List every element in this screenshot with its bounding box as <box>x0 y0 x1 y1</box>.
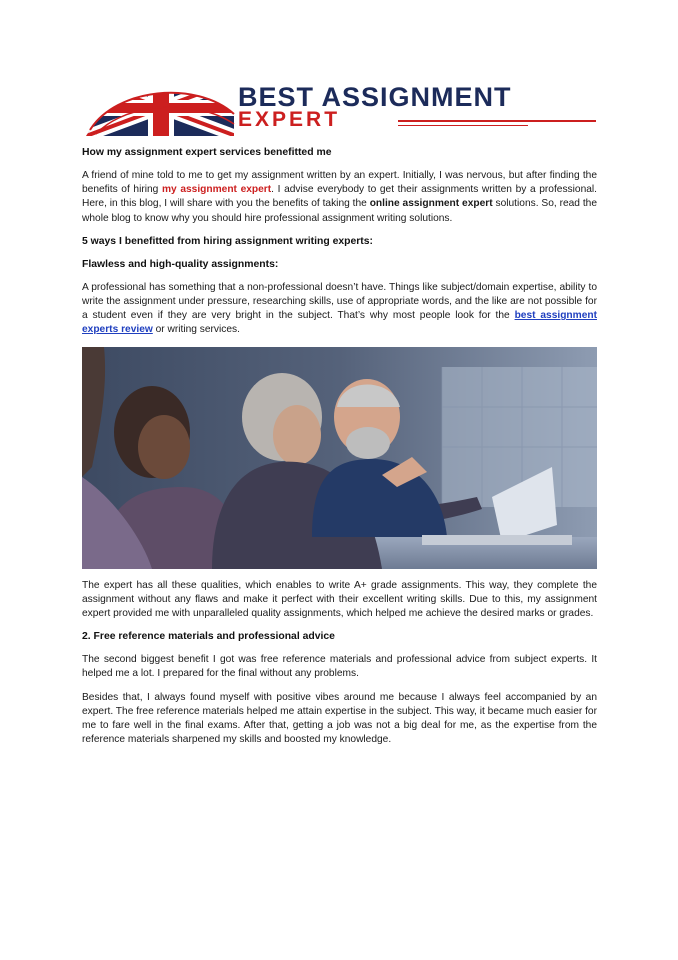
union-jack-logo-icon <box>86 80 236 136</box>
keyword-online-assignment-expert: online assignment expert <box>369 198 493 210</box>
article-body <box>82 146 597 756</box>
intro-paragraph <box>82 169 597 226</box>
best-assignment-experts-review-link[interactable]: best assignment experts review <box>82 310 597 336</box>
section1-paragraph-1 <box>82 281 597 338</box>
section1-paragraph-2: The expert has all these qualities, which enables to write A+ grade assignments. This way, they complete the assignment without any flaws and make it perfect with their excellent writing skills. Due to this, my assignment expert provided me with unparalleled quality assignments, which helped me achieve the desired marks or grades. <box>82 579 597 620</box>
section2-paragraph-2: Besides that, I always found myself with positive vibes around me because I always feel accompanied by an expert. The free reference materials helped me attain expertise in the subject. This way, it became much easier for me to fare well in the final exams. After that, getting a job was not a big deal for me, as the expertise from the reference materials sharpened my skills and boosted my knowledge. <box>82 691 597 746</box>
photo-of-students-with-tutor <box>82 347 597 569</box>
article-title: How my assignment expert services benefitted me <box>82 147 332 158</box>
logo-title: BEST ASSIGNMENT <box>238 82 512 112</box>
logo-divider <box>398 120 596 122</box>
keyword-my-assignment-expert: my assignment expert <box>161 184 272 196</box>
logo-divider-thin <box>398 125 528 126</box>
intro-text-1: A friend of mine told to me to get my assignment written by an expert. Initially, I was nervous, but after finding the benefits of hiring <box>82 170 597 196</box>
intro-text-3: solutions. So, read the whole blog to know why you should hire professional assignment writing solutions. <box>82 198 597 224</box>
section2-heading: 2. Free reference materials and professional advice <box>82 631 335 643</box>
section1-text-1: A professional has something that a non-professional doesn’t have. Things like subject/domain expertise, ability to write the assignment under pressure, researching skills, use of appropriate words, and the like are not possible for a student even if they are very bright in the subject. That’s why most people look for the <box>82 281 597 322</box>
ways-heading: 5 ways I benefitted from hiring assignment writing experts: <box>82 235 373 247</box>
brand-logo <box>86 80 596 136</box>
section1-heading: Flawless and high-quality assignments: <box>82 258 279 270</box>
section2-paragraph-1: The second biggest benefit I got was free reference materials and professional advice from subject experts. It helped me a lot. I prepared for the final without any problems. <box>82 654 597 680</box>
section1-text-2: or writing services. <box>152 324 240 336</box>
logo-subtitle: EXPERT <box>238 108 341 131</box>
intro-text-2: . I advise everybody to get their assignments written by a professional. Here, in this blog, I will share with you the benefits of taking the <box>82 184 598 210</box>
